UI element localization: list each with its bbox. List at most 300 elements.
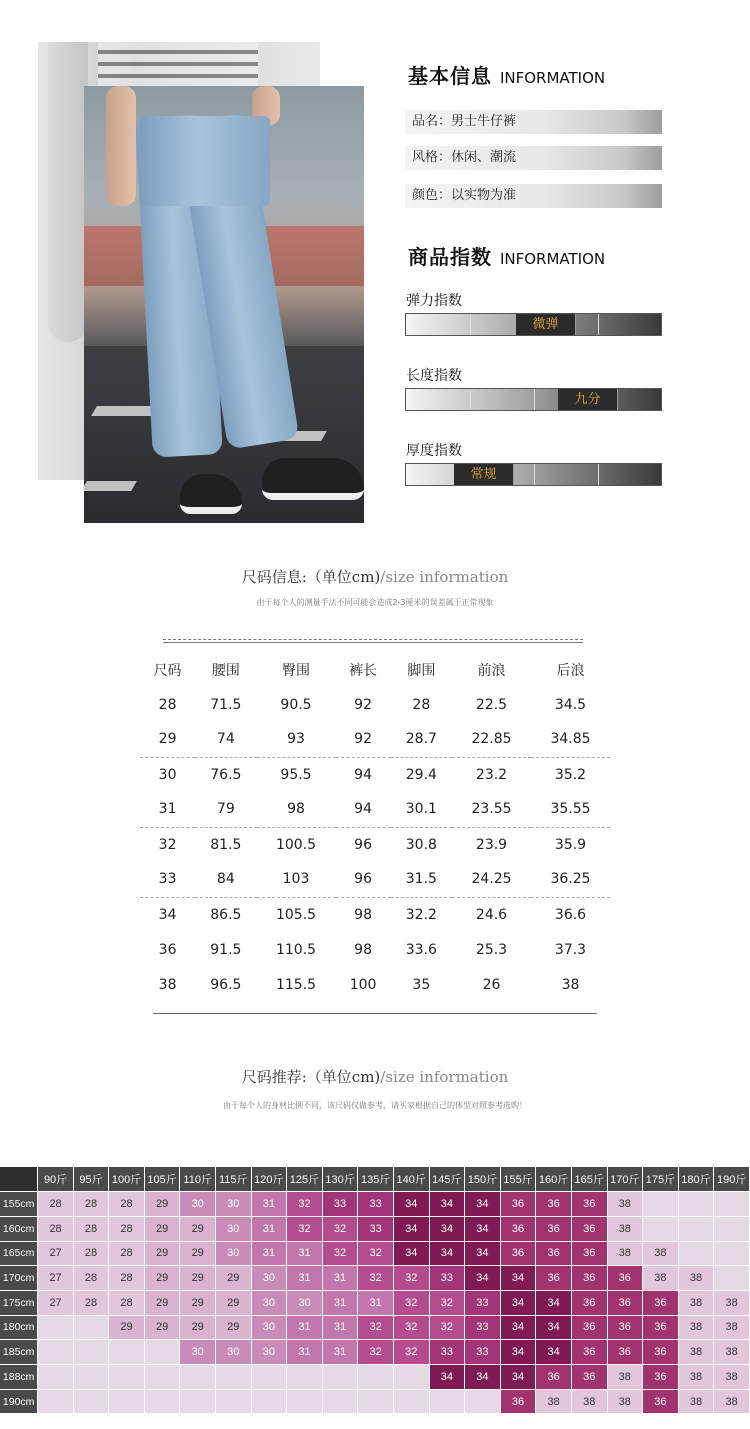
size-cell: 86.5 (210, 906, 242, 923)
weight-header: 160斤 (536, 1167, 572, 1192)
grid-cell: 29 (144, 1266, 180, 1291)
grid-cell: 28 (38, 1216, 73, 1241)
grid-cell: 36 (571, 1241, 607, 1266)
bar-divider (534, 389, 535, 410)
size-cell: 25.3 (475, 941, 508, 958)
grid-cell: 38 (678, 1290, 714, 1315)
grid-cell: 33 (465, 1290, 501, 1315)
grid-corner (0, 1167, 38, 1192)
size-cell: 29.4 (405, 766, 437, 783)
grid-cell: 34 (429, 1365, 465, 1390)
grid-cell (393, 1389, 429, 1414)
size-info-title (0, 566, 750, 587)
grid-cell: 32 (393, 1290, 429, 1315)
grid-cell: 34 (393, 1192, 429, 1217)
grid-cell: 30 (251, 1340, 287, 1365)
grid-cell: 33 (322, 1192, 358, 1217)
bar-divider (470, 389, 471, 410)
grid-cell (322, 1389, 358, 1414)
size-row (140, 687, 610, 722)
size-cell: 96 (336, 862, 391, 897)
size-cell: 92 (354, 696, 372, 713)
size-cell: 94 (354, 766, 372, 783)
recommend-title (0, 1066, 750, 1087)
grid-cell: 32 (287, 1192, 323, 1217)
grid-cell: 36 (536, 1365, 572, 1390)
grid-cell: 34 (500, 1290, 536, 1315)
grid-cell: 38 (678, 1315, 714, 1340)
grid-cell: 29 (180, 1290, 216, 1315)
grid-cell: 36 (607, 1340, 643, 1365)
grid-cell: 38 (678, 1389, 714, 1414)
size-cell: 24.25 (452, 862, 531, 897)
size-cell: 29 (140, 722, 195, 757)
thickness-bar (405, 463, 662, 486)
grid-cell: 31 (287, 1241, 323, 1266)
size-cell: 35.55 (531, 792, 610, 827)
grid-cell: 38 (714, 1340, 750, 1365)
grid-cell: 31 (251, 1241, 287, 1266)
grid-cell: 36 (571, 1315, 607, 1340)
grid-row (0, 1216, 750, 1241)
size-cell: 23.2 (475, 766, 508, 783)
info-row-color: 颜色：以实物为准 (405, 184, 662, 208)
size-cell: 76.5 (210, 766, 242, 783)
size-cell: 24.6 (475, 906, 508, 923)
size-row (140, 827, 610, 862)
size-cell: 28 (412, 696, 431, 713)
grid-cell: 30 (215, 1340, 251, 1365)
grid-cell (144, 1389, 180, 1414)
grid-cell: 38 (678, 1365, 714, 1390)
recommend-title-en: /size information (380, 1068, 509, 1086)
grid-cell: 29 (144, 1290, 180, 1315)
size-cell: 32 (158, 836, 177, 853)
grid-cell: 34 (465, 1216, 501, 1241)
grid-cell: 29 (215, 1290, 251, 1315)
bar-divider (598, 464, 599, 485)
size-cell: 95.5 (280, 766, 312, 783)
weight-header: 105斤 (144, 1167, 180, 1192)
grid-cell: 36 (500, 1216, 536, 1241)
weight-header: 140斤 (393, 1167, 429, 1192)
size-cell: 35.2 (554, 766, 587, 783)
grid-cell (144, 1365, 180, 1390)
length-value: 九分 (558, 389, 618, 410)
grid-cell (678, 1241, 714, 1266)
size-cell: 30.1 (391, 792, 452, 827)
grid-cell: 38 (607, 1241, 643, 1266)
grid-cell: 36 (571, 1365, 607, 1390)
grid-cell: 36 (607, 1315, 643, 1340)
info-row-name: 品名：男士牛仔裤 (405, 110, 662, 134)
grid-cell: 38 (714, 1389, 750, 1414)
grid-cell: 30 (251, 1290, 287, 1315)
grid-cell (38, 1340, 73, 1365)
grid-cell: 28 (109, 1266, 145, 1291)
grid-cell: 32 (358, 1315, 394, 1340)
grid-cell (144, 1340, 180, 1365)
grid-cell: 34 (393, 1216, 429, 1241)
weight-header: 170斤 (607, 1167, 643, 1192)
grid-row (0, 1340, 750, 1365)
size-cell: 115.5 (275, 976, 317, 993)
size-cell: 36.6 (554, 906, 587, 923)
size-cell: 103 (257, 862, 336, 897)
size-cell: 36 (158, 941, 177, 958)
grid-cell (358, 1389, 394, 1414)
size-info-title-en: /size information (380, 568, 509, 586)
grid-cell: 31 (287, 1340, 323, 1365)
grid-cell: 27 (38, 1241, 73, 1266)
grid-cell: 30 (180, 1340, 216, 1365)
grid-cell (73, 1389, 108, 1414)
grid-cell (73, 1315, 108, 1340)
size-cell: 23.55 (452, 792, 531, 827)
size-recommend-grid (0, 1167, 750, 1414)
grid-cell (678, 1192, 714, 1217)
weight-header: 95斤 (73, 1167, 108, 1192)
height-header: 175cm (0, 1290, 38, 1315)
grid-cell: 33 (429, 1266, 465, 1291)
grid-cell: 36 (607, 1266, 643, 1291)
grid-cell (465, 1389, 501, 1414)
grid-cell: 32 (393, 1340, 429, 1365)
grid-cell: 29 (180, 1266, 216, 1291)
grid-cell: 31 (287, 1266, 323, 1291)
weight-header: 90斤 (38, 1167, 73, 1192)
grid-cell: 30 (251, 1266, 287, 1291)
basic-info-title (408, 60, 605, 89)
grid-cell (714, 1241, 750, 1266)
size-cell: 33 (140, 862, 195, 897)
weight-header: 145斤 (429, 1167, 465, 1192)
size-cell: 100.5 (275, 836, 317, 853)
grid-cell: 28 (73, 1216, 108, 1241)
grid-cell: 32 (393, 1266, 429, 1291)
grid-cell (643, 1216, 679, 1241)
grid-cell: 34 (500, 1365, 536, 1390)
grid-cell: 32 (358, 1241, 394, 1266)
size-cell: 98 (257, 792, 336, 827)
bar-divider (534, 464, 535, 485)
grid-cell (643, 1192, 679, 1217)
height-header: 180cm (0, 1315, 38, 1340)
header-back-rise: 后浪 (556, 662, 585, 679)
grid-cell: 38 (643, 1266, 679, 1291)
grid-cell: 27 (38, 1266, 73, 1291)
header-leg-opening: 脚围 (407, 662, 436, 679)
size-row (140, 862, 610, 897)
elasticity-value: 微弹 (516, 314, 576, 335)
size-table-bottom-rule (153, 1013, 597, 1014)
grid-cell: 31 (322, 1340, 358, 1365)
grid-cell: 28 (109, 1192, 145, 1217)
size-cell: 35.9 (554, 836, 587, 853)
size-cell: 22.85 (452, 722, 531, 757)
size-cell: 30.8 (405, 836, 437, 853)
grid-cell: 38 (678, 1266, 714, 1291)
grid-cell (251, 1365, 287, 1390)
size-cell: 22.5 (475, 696, 508, 713)
grid-cell: 34 (536, 1315, 572, 1340)
size-cell: 34.5 (554, 696, 587, 713)
thickness-value: 常规 (454, 464, 514, 485)
header-length: 裤长 (349, 662, 378, 679)
weight-header: 125斤 (287, 1167, 323, 1192)
size-cell: 84 (195, 862, 256, 897)
grid-cell: 28 (73, 1290, 108, 1315)
size-cell: 34 (158, 906, 177, 923)
grid-cell (322, 1365, 358, 1390)
basic-info-title-cn: 基本信息 (408, 64, 492, 88)
grid-cell (393, 1365, 429, 1390)
grid-cell: 27 (38, 1290, 73, 1315)
weight-header: 150斤 (465, 1167, 501, 1192)
grid-cell: 33 (358, 1192, 394, 1217)
grid-cell: 38 (678, 1340, 714, 1365)
size-cell: 92 (336, 722, 391, 757)
recommend-note: 由于每个人的身材比例不同，该尺码仅做参考，请买家根据自己的体型对照参考选购！ (223, 1101, 527, 1110)
grid-cell: 34 (465, 1192, 501, 1217)
grid-cell (38, 1365, 73, 1390)
grid-row (0, 1290, 750, 1315)
weight-header: 165斤 (571, 1167, 607, 1192)
jeans-waist (140, 116, 270, 206)
size-cell: 33.6 (405, 941, 437, 958)
grid-cell: 38 (714, 1315, 750, 1340)
grid-cell: 36 (571, 1192, 607, 1217)
grid-cell (109, 1389, 145, 1414)
length-label: 长度指数 (406, 368, 462, 384)
grid-cell (714, 1266, 750, 1291)
grid-cell: 34 (536, 1290, 572, 1315)
grid-row (0, 1192, 750, 1217)
size-cell: 81.5 (210, 836, 242, 853)
size-row (140, 932, 610, 967)
product-index-title (408, 241, 605, 270)
grid-cell: 29 (144, 1241, 180, 1266)
grid-cell (38, 1389, 73, 1414)
grid-cell: 34 (500, 1315, 536, 1340)
grid-cell: 28 (73, 1241, 108, 1266)
grid-cell: 36 (571, 1340, 607, 1365)
grid-cell: 36 (536, 1216, 572, 1241)
grid-cell: 29 (215, 1315, 251, 1340)
grid-cell (287, 1365, 323, 1390)
grid-cell: 29 (109, 1315, 145, 1340)
grid-cell: 36 (643, 1389, 679, 1414)
grid-cell: 32 (358, 1266, 394, 1291)
grid-cell: 36 (536, 1241, 572, 1266)
grid-cell: 34 (429, 1216, 465, 1241)
grid-cell: 33 (465, 1340, 501, 1365)
size-cell: 110.5 (275, 941, 317, 958)
bar-divider (598, 314, 599, 335)
arm-detail (48, 42, 88, 342)
grid-cell (251, 1389, 287, 1414)
size-table-header (140, 652, 610, 687)
grid-cell: 36 (536, 1192, 572, 1217)
grid-cell: 32 (322, 1216, 358, 1241)
size-row (140, 792, 610, 827)
grid-cell: 29 (215, 1266, 251, 1291)
grid-cell: 32 (358, 1340, 394, 1365)
weight-header: 110斤 (180, 1167, 216, 1192)
grid-cell: 38 (536, 1389, 572, 1414)
grid-cell: 36 (500, 1389, 536, 1414)
grid-row (0, 1266, 750, 1291)
grid-cell: 30 (215, 1216, 251, 1241)
grid-cell: 28 (73, 1266, 108, 1291)
grid-cell (429, 1389, 465, 1414)
grid-body (0, 1192, 750, 1414)
grid-cell: 36 (643, 1365, 679, 1390)
size-cell: 79 (195, 792, 256, 827)
road-marking (84, 481, 137, 491)
size-row (140, 967, 610, 1002)
elasticity-bar (405, 313, 662, 336)
grid-cell (109, 1340, 145, 1365)
size-info-title-cn: 尺码信息:（单位cm) (241, 568, 381, 586)
grid-cell: 33 (358, 1216, 394, 1241)
height-header: 188cm (0, 1365, 38, 1390)
grid-cell: 36 (643, 1290, 679, 1315)
grid-cell: 38 (571, 1389, 607, 1414)
grid-cell: 29 (180, 1315, 216, 1340)
grid-cell: 32 (393, 1315, 429, 1340)
height-header: 170cm (0, 1266, 38, 1291)
size-cell: 90.5 (280, 696, 312, 713)
grid-cell: 33 (465, 1315, 501, 1340)
size-cell: 38 (158, 976, 177, 993)
size-row (140, 897, 610, 932)
grid-cell (358, 1365, 394, 1390)
grid-cell: 32 (429, 1315, 465, 1340)
size-cell: 94 (336, 792, 391, 827)
grid-cell: 34 (429, 1192, 465, 1217)
weight-header: 115斤 (215, 1167, 251, 1192)
grid-cell: 28 (109, 1216, 145, 1241)
size-cell: 71.5 (210, 696, 242, 713)
grid-row (0, 1365, 750, 1390)
grid-cell: 38 (607, 1192, 643, 1217)
size-cell: 100 (349, 976, 377, 993)
grid-cell: 34 (465, 1266, 501, 1291)
grid-cell: 32 (287, 1216, 323, 1241)
grid-cell: 34 (500, 1340, 536, 1365)
grid-weight-header (0, 1167, 750, 1192)
grid-cell: 36 (536, 1266, 572, 1291)
right-shoe (262, 458, 364, 500)
size-cell: 30 (158, 766, 177, 783)
weight-header: 135斤 (358, 1167, 394, 1192)
info-row-style: 风格：休闲、潮流 (405, 146, 662, 170)
grid-cell (287, 1389, 323, 1414)
grid-cell: 31 (322, 1290, 358, 1315)
bar-divider (470, 314, 471, 335)
grid-cell (38, 1315, 73, 1340)
grid-cell: 31 (251, 1216, 287, 1241)
grid-cell (73, 1340, 108, 1365)
size-cell: 37.3 (554, 941, 587, 958)
header-hip: 臀围 (282, 662, 311, 679)
grid-cell: 31 (322, 1266, 358, 1291)
grid-cell: 33 (429, 1340, 465, 1365)
grid-cell: 34 (465, 1365, 501, 1390)
weight-header: 130斤 (322, 1167, 358, 1192)
product-index-title-cn: 商品指数 (408, 245, 492, 269)
grid-cell: 31 (358, 1290, 394, 1315)
size-cell: 28.7 (391, 722, 452, 757)
size-cell: 93 (257, 722, 336, 757)
size-cell: 31.5 (391, 862, 452, 897)
grid-cell: 34 (429, 1241, 465, 1266)
height-header: 165cm (0, 1241, 38, 1266)
size-row (140, 722, 610, 757)
grid-cell: 36 (643, 1340, 679, 1365)
weight-header: 120斤 (251, 1167, 287, 1192)
grid-cell: 38 (607, 1389, 643, 1414)
size-table (140, 652, 610, 1002)
grid-cell (180, 1365, 216, 1390)
header-waist: 腰围 (211, 662, 240, 679)
grid-cell: 38 (607, 1365, 643, 1390)
grid-cell: 38 (714, 1290, 750, 1315)
weight-header: 155斤 (500, 1167, 536, 1192)
grid-cell: 38 (714, 1365, 750, 1390)
size-cell: 96 (354, 836, 372, 853)
grid-cell: 36 (500, 1192, 536, 1217)
grid-cell: 36 (643, 1315, 679, 1340)
grid-cell: 30 (251, 1315, 287, 1340)
grid-cell: 31 (287, 1315, 323, 1340)
grid-cell: 29 (180, 1216, 216, 1241)
weight-header: 175斤 (643, 1167, 679, 1192)
size-cell: 96.5 (210, 976, 242, 993)
size-cell: 35 (412, 976, 431, 993)
grid-cell: 31 (322, 1315, 358, 1340)
grid-cell: 38 (643, 1241, 679, 1266)
size-cell: 31 (140, 792, 195, 827)
grid-cell: 36 (607, 1290, 643, 1315)
grid-cell: 31 (251, 1192, 287, 1217)
size-table-top-rule (163, 639, 583, 643)
grid-cell: 30 (215, 1192, 251, 1217)
size-cell: 26 (482, 976, 501, 993)
grid-cell: 28 (109, 1290, 145, 1315)
left-arm (106, 86, 136, 206)
height-header: 190cm (0, 1389, 38, 1414)
recommend-title-cn: 尺码推荐:（单位cm) (241, 1068, 381, 1086)
size-cell: 34.85 (531, 722, 610, 757)
basic-info-title-en: INFORMATION (499, 69, 606, 87)
grid-cell: 29 (144, 1315, 180, 1340)
grid-cell: 34 (465, 1241, 501, 1266)
grid-cell (215, 1365, 251, 1390)
grid-cell: 34 (536, 1340, 572, 1365)
size-table-body (140, 687, 610, 1002)
size-cell: 32.2 (405, 906, 437, 923)
grid-cell (215, 1389, 251, 1414)
weight-header: 180斤 (678, 1167, 714, 1192)
grid-cell: 38 (607, 1216, 643, 1241)
grid-cell: 32 (429, 1290, 465, 1315)
size-cell: 98 (354, 941, 372, 958)
grid-cell: 36 (500, 1241, 536, 1266)
grid-cell: 30 (180, 1192, 216, 1217)
size-cell: 38 (561, 976, 580, 993)
